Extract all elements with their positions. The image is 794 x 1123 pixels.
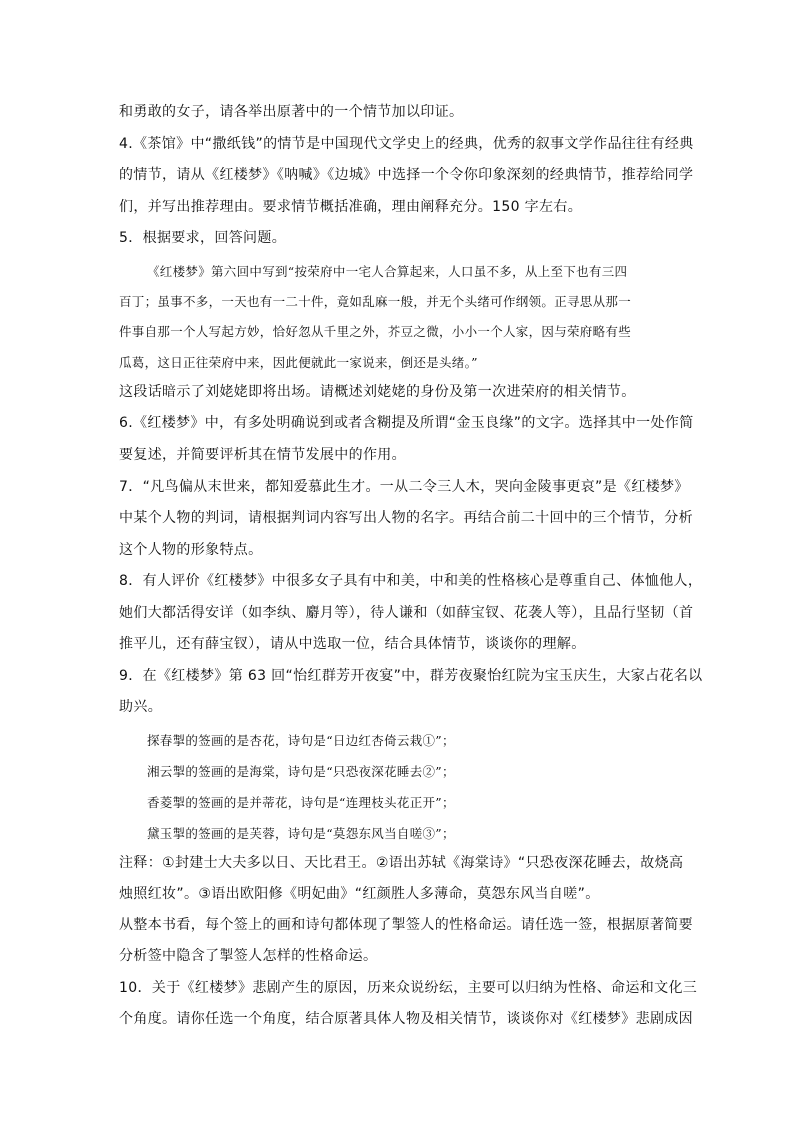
quote-line: 瓜葛，这日正往荣府中来，因此便就此一家说来，倒还是头绪。” — [119, 355, 478, 370]
text-line: 助兴。 — [119, 699, 163, 715]
quote-line: 百丁；虽事不多，一天也有一二十件，竟如乱麻一般，并无个头绪可作纲领。正寻思从那一 — [119, 294, 632, 309]
quote-line: 《红楼梦》第六回中写到“按荣府中一宅人合算起来，人口虽不多，从上至下也有三四 — [147, 264, 628, 279]
poem-line: 湘云掣的签画的是海棠，诗句是“只恐夜深花睡去②”； — [147, 764, 455, 779]
question-8-line: 8．有人评价《红楼梦》中很多女子具有中和美，中和美的性格核心是尊重自己、体恤他人， — [119, 573, 703, 589]
poem-line: 探春掣的签画的是杏花，诗句是“日边红杏倚云栽①”； — [147, 733, 455, 748]
poem-line: 黛玉掣的签画的是芙蓉，诗句是“莫怨东风当自嗟③”； — [147, 826, 455, 841]
question-9-line: 9．在《红楼梦》第 63 回“怡红群芳开夜宴”中，群芳夜聚怡红院为宝玉庆生，大家占花名以 — [119, 668, 703, 684]
text-line: 这段话暗示了刘姥姥即将出场。请概述刘姥姥的身份及第一次进荣府的相关情节。 — [119, 384, 636, 400]
text-line: 的情节，请从《红楼梦》《呐喊》《边城》中选择一个令你印象深刻的经典情节，推荐给同学 — [119, 167, 694, 183]
question-10-line: 10．关于《红楼梦》悲剧产生的原因，历来众说纷纭，主要可以归纳为性格、命运和文化三 — [119, 980, 698, 996]
note-line: 烛照红妆”。③语出欧阳修《明妃曲》“红颜胜人多薄命，莫怨东风当自嗟”。 — [119, 886, 600, 902]
question-6-line: 6.《红楼梦》中，有多处明确说到或者含糊提及所谓“金玉良缘”的文字。选择其中一处作简 — [119, 415, 694, 431]
text-line: 要复述，并简要评析其在情节发展中的作用。 — [119, 447, 406, 463]
text-line: 中某个人物的判词，请根据判词内容写出人物的名字。再结合前二十回中的三个情节，分析 — [119, 510, 693, 526]
question-4-line: 4.《茶馆》中“撒纸钱”的情节是中国现代文学史上的经典，优秀的叙事文学作品往往有经典 — [119, 136, 694, 152]
text-line: 分析签中隐含了掣签人怎样的性格命运。 — [119, 948, 378, 964]
text-line: 们，并写出推荐理由。要求情节概括准确，理由阐释充分。150 字左右。 — [119, 199, 583, 215]
text-line: 个角度。请你任选一个角度，结合原著具体人物及相关情节，谈谈你对《红楼梦》悲剧成因 — [119, 1011, 693, 1027]
poem-line: 香菱掣的签画的是并蒂花，诗句是“连理枝头花正开”； — [147, 795, 455, 810]
text-line: 这个人物的形象特点。 — [119, 542, 263, 558]
text-line: 从整本书看，每个签上的画和诗句都体现了掣签人的性格命运。请任选一签，根据原著简要 — [119, 917, 693, 933]
question-7-line: 7．“凡鸟偏从末世来，都知爱慕此生才。一从二令三人木，哭向金陵事更哀”是《红楼梦》 — [119, 479, 689, 495]
quote-line: 件事自那一个人写起方妙，恰好忽从千里之外，芥豆之微，小小一个人家，因与荣府略有些 — [119, 324, 632, 339]
question-5-line: 5．根据要求，回答问题。 — [119, 230, 287, 246]
text-line: 和勇敢的女子，请各举出原著中的一个情节加以印证。 — [119, 104, 464, 120]
text-line: 推平儿，还有薛宝钗），请从中选取一位，结合具体情节，谈谈你的理解。 — [119, 636, 586, 652]
note-line: 注释：①封建士大夫多以日、天比君王。②语出苏轼《海棠诗》“只恐夜深花睡去，故烧高 — [119, 855, 684, 871]
text-line: 她们大都活得安详（如李纨、麝月等），待人谦和（如薛宝钗、花袭人等），且品行坚韧（首 — [119, 605, 694, 621]
